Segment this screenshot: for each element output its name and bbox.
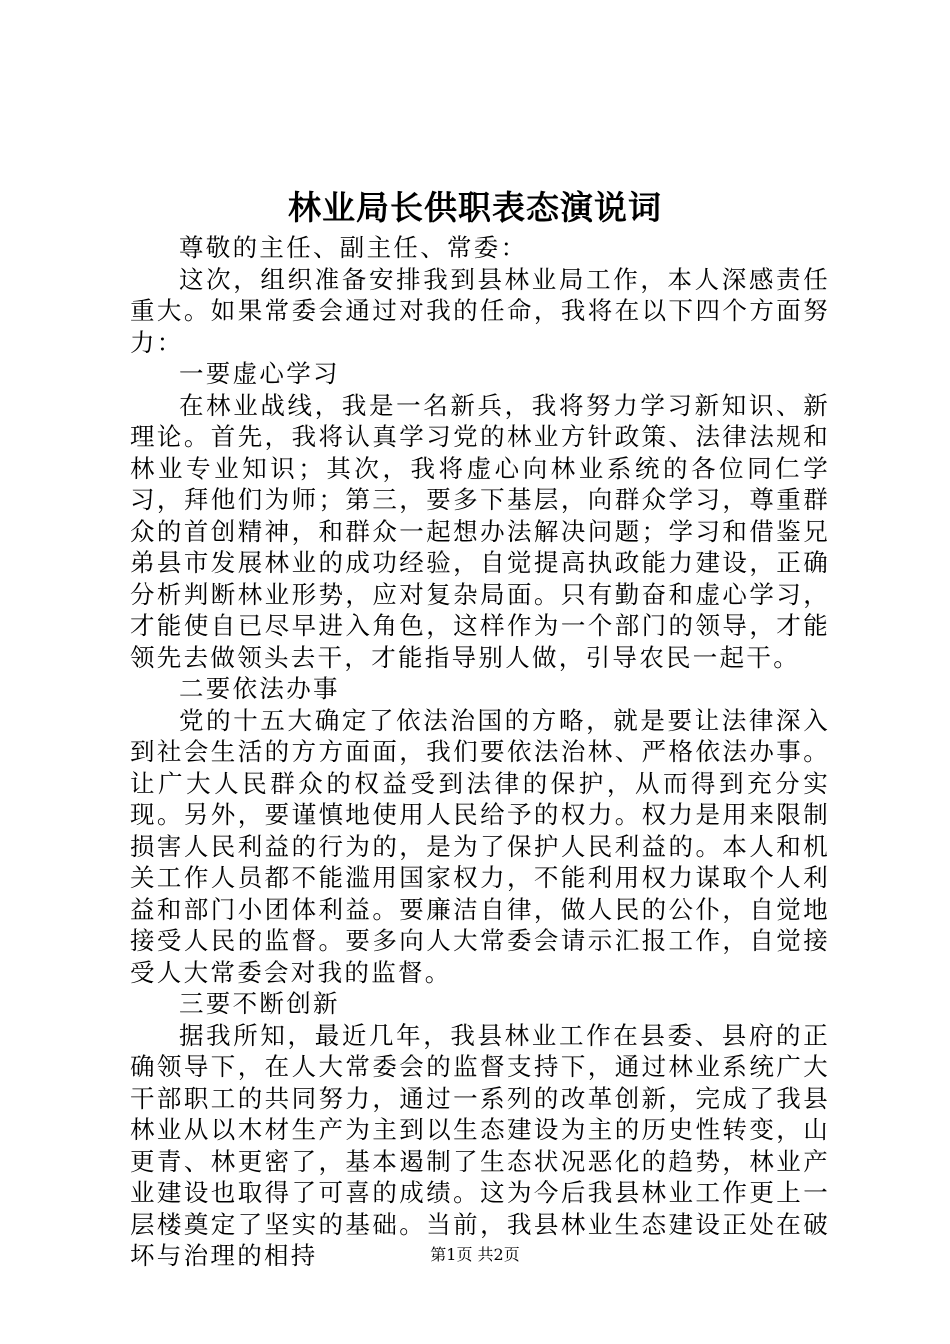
page-number-footer: 第1页 共2页 xyxy=(430,1245,520,1264)
section-paragraph-2: 党的十五大确定了依法治国的方略，就是要让法律深入到社会生活的方方面面，我们要依法治林、严格依法办事。让广大人民群众的权益受到法律的保护，从而得到充分实现。另外，要谨慎地使用人民给予的权力。权力是用来限制损害人民利益的行为的，是为了保护人民利益的。本人和机关工作人员都不能滥用国家权力，不能利用权力谋取个人利益和部门小团体利益。要廉洁自律，做人民的公仆，自觉地接受人民的监督。要多向人大常委会请示汇报工作，自觉接受人大常委会对我的监督。 xyxy=(130,705,830,987)
document-body xyxy=(130,232,830,1272)
section-heading-2: 二要依法办事 xyxy=(179,674,340,703)
section-paragraph-3: 据我所知，最近几年，我县林业工作在县委、县府的正确领导下，在人大常委会的监督支持下，通过林业系统广大干部职工的共同努力，通过一系列的改革创新，完成了我县林业从以木材生产为主到以生态建设为主的历史性转变，山更青、林更密了，基本遏制了生态状况恶化的趋势，林业产业建设也取得了可喜的成绩。这为今后我县林业工作更上一层楼奠定了坚实的基础。当前，我县林业生态建设正处在破坏与治理的相持 xyxy=(130,1020,830,1270)
section-heading-1: 一要虚心学习 xyxy=(179,359,340,388)
document-title: 林业局长供职表态演说词 xyxy=(288,188,662,227)
intro-paragraph: 这次，组织准备安排我到县林业局工作，本人深感责任重大。如果常委会通过对我的任命，我将在以下四个方面努力： xyxy=(130,264,830,357)
section-heading-3: 三要不断创新 xyxy=(179,989,340,1018)
salutation: 尊敬的主任、副主任、常委： xyxy=(179,233,528,262)
section-paragraph-1: 在林业战线，我是一名新兵，我将努力学习新知识、新理论。首先，我将认真学习党的林业方针政策、法律法规和林业专业知识；其次，我将虚心向林业系统的各位同仁学习，拜他们为师；第三，要多下基层，向群众学习，尊重群众的首创精神，和群众一起想办法解决问题；学习和借鉴兄弟县市发展林业的成功经验，自觉提高执政能力建设，正确分析判断林业形势，应对复杂局面。只有勤奋和虚心学习，才能使自已尽早进入角色，这样作为一个部门的领导，才能领先去做领头去干，才能指导别人做，引导农民一起干。 xyxy=(130,390,830,672)
